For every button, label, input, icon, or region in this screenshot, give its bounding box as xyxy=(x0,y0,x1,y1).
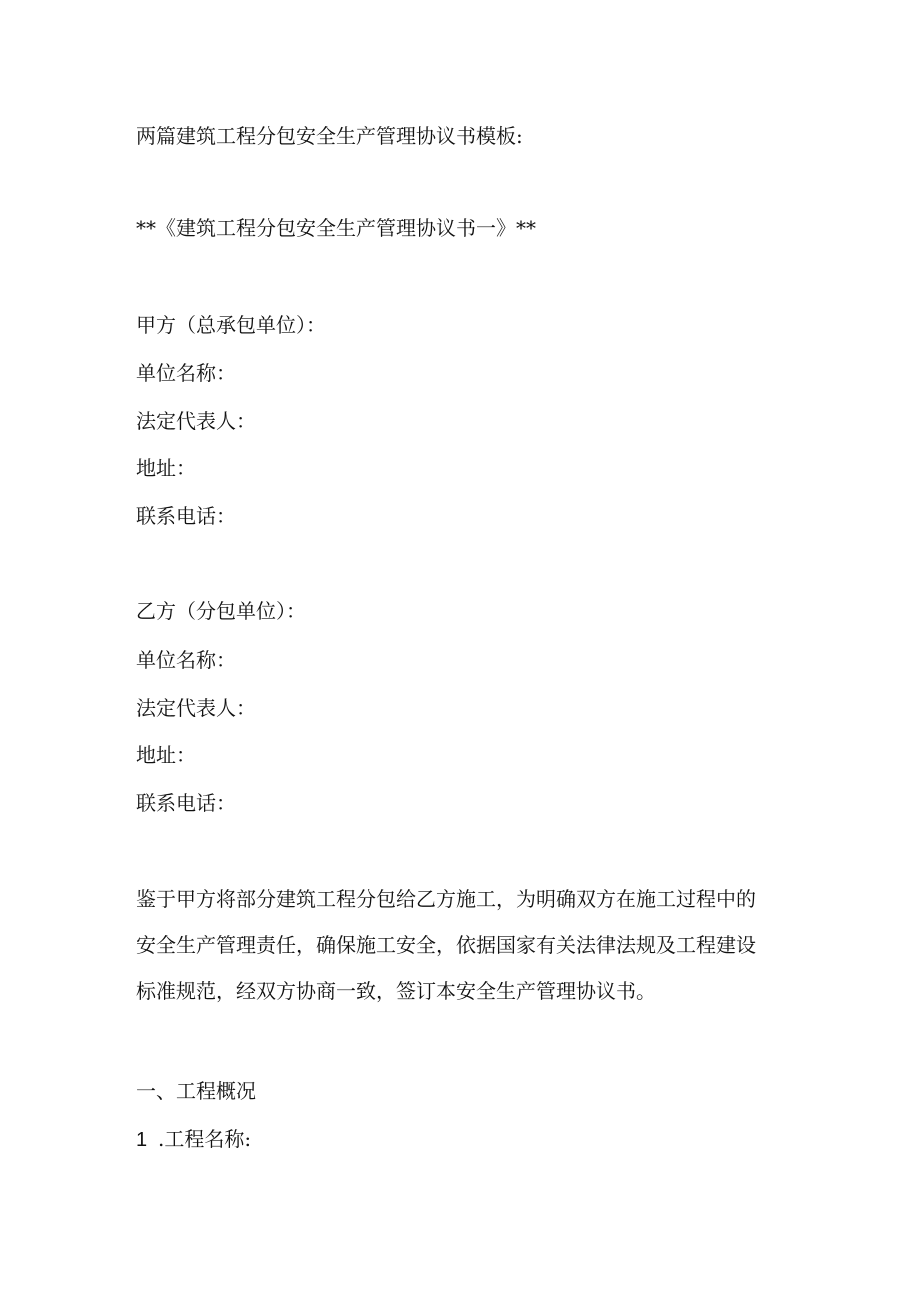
agreement-subtitle: **《建筑工程分包安全生产管理协议书一》** xyxy=(136,216,536,240)
party-b-name-label: 单位名称： xyxy=(136,648,236,672)
party-a-phone-label: 联系电话： xyxy=(136,504,236,528)
party-a-rep-label: 法定代表人： xyxy=(136,409,256,433)
party-b-heading: 乙方（分包单位）： xyxy=(136,599,306,623)
party-a-address-label: 地址： xyxy=(136,456,196,480)
preamble-paragraph xyxy=(136,876,766,1014)
section-1-item-1 xyxy=(136,1125,251,1154)
preamble-line: 鉴于甲方将部分建筑工程分包给乙方施工，为明确双方在施工过程中的 xyxy=(136,887,756,911)
party-b-address-label: 地址： xyxy=(136,743,196,767)
item-number: 1 xyxy=(136,1129,148,1151)
party-b-rep-label: 法定代表人： xyxy=(136,696,256,720)
intro-title: 两篇建筑工程分包安全生产管理协议书模板: xyxy=(136,124,523,148)
party-a-heading: 甲方（总承包单位）： xyxy=(136,313,326,337)
section-1-heading: 一、工程概况 xyxy=(136,1079,256,1103)
party-a-name-label: 单位名称： xyxy=(136,361,236,385)
preamble-line: 标准规范，经双方协商一致，签订本安全生产管理协议书。 xyxy=(136,979,656,1003)
preamble-line: 安全生产管理责任，确保施工安全，依据国家有关法律法规及工程建设 xyxy=(136,933,756,957)
item-label: .工程名称: xyxy=(158,1127,252,1151)
party-b-phone-label: 联系电话： xyxy=(136,791,236,815)
